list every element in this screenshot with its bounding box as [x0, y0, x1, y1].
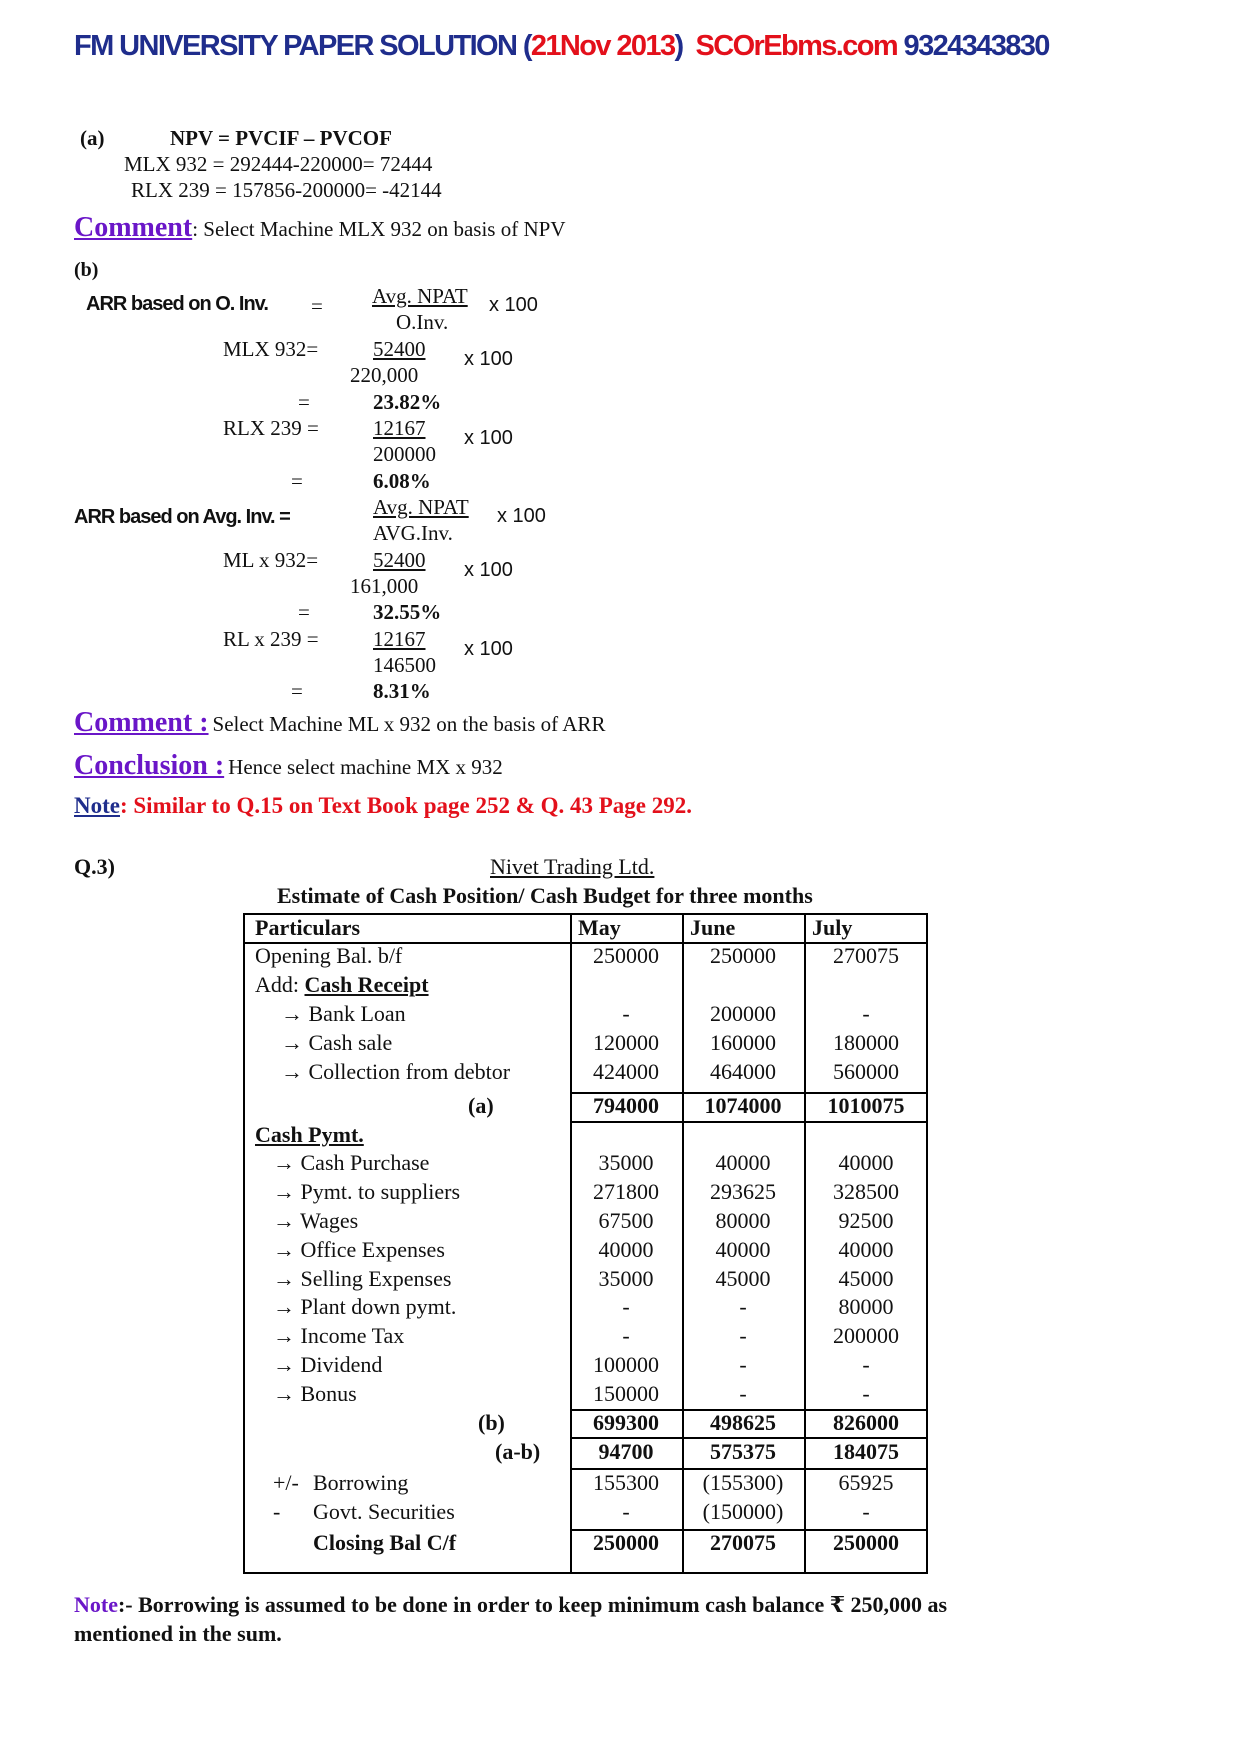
- x100-1: x 100: [489, 294, 538, 316]
- table-cell: 200000: [710, 1001, 776, 1026]
- table-cell: 80000: [838, 1294, 894, 1319]
- x100-3: x 100: [464, 427, 513, 449]
- row-label: [468, 1093, 494, 1119]
- rlx-eq: =: [291, 469, 303, 493]
- row-label-text: Opening Bal. b/f: [255, 943, 403, 968]
- table-cell: 200000: [833, 1323, 899, 1348]
- ml-result: 32.55%: [373, 600, 442, 624]
- row-label-text: → Plant down pymt.: [273, 1294, 457, 1319]
- row-label: [273, 1323, 404, 1349]
- arr-avg-denominator: AVG.Inv.: [373, 521, 453, 545]
- row-label: [478, 1410, 505, 1436]
- cash-budget-table: [243, 913, 928, 1574]
- x100-6: x 100: [464, 638, 513, 660]
- comment-text: : Select Machine MLX 932 on basis of NPV: [192, 217, 566, 241]
- column-header-may: May: [578, 915, 621, 940]
- x100-2: x 100: [464, 348, 513, 370]
- row-label: [313, 1530, 456, 1556]
- table-cell: 250000: [593, 943, 659, 968]
- table-cell: 35000: [598, 1150, 654, 1175]
- x100-4: x 100: [497, 505, 546, 527]
- conclusion-label: Conclusion :: [74, 750, 225, 781]
- row-label-text: (a): [468, 1093, 494, 1118]
- row-label-text: → Office Expenses: [273, 1237, 445, 1262]
- table-cell: 67500: [598, 1208, 654, 1233]
- header-date-close: ): [674, 30, 683, 62]
- table-cell: -: [622, 1001, 630, 1026]
- mlx-label: MLX 932=: [223, 337, 319, 361]
- table-cell: 40000: [838, 1150, 894, 1175]
- table-cell: 155300: [593, 1470, 659, 1495]
- ml-label: ML x 932=: [223, 548, 319, 572]
- row-label: [255, 943, 402, 969]
- arr-oinv-denominator: O.Inv.: [396, 310, 449, 334]
- borrowing-note-line2: mentioned in the sum.: [74, 1621, 282, 1646]
- table-cell: (150000): [702, 1499, 784, 1524]
- table-cell: 40000: [715, 1237, 771, 1262]
- table-cell: (155300): [702, 1470, 784, 1495]
- table-cell: -: [862, 1001, 870, 1026]
- rlx-result: 6.08%: [373, 469, 431, 493]
- table-cell: 293625: [710, 1179, 776, 1204]
- row-label-text: → Selling Expenses: [273, 1266, 452, 1291]
- q3-note-label: Note: [74, 1592, 118, 1617]
- x100-5: x 100: [464, 559, 513, 581]
- table-cell: 120000: [593, 1030, 659, 1055]
- table-cell: 250000: [710, 943, 776, 968]
- table-cell: -: [862, 1352, 870, 1377]
- budget-subtitle: Estimate of Cash Position/ Cash Budget for three months: [277, 883, 813, 908]
- row-label: [273, 1150, 429, 1176]
- table-cell: 270075: [710, 1530, 776, 1555]
- table-cell: 92500: [838, 1208, 894, 1233]
- rl-label: RL x 239 =: [223, 627, 319, 651]
- row-label: [273, 1294, 456, 1320]
- npv-mlx-line: MLX 932 = 292444-220000= 72444: [124, 152, 433, 176]
- arr-oinv-numerator: Avg. NPAT: [372, 284, 468, 308]
- row-label-text: → Income Tax: [273, 1323, 405, 1348]
- table-cell: 328500: [833, 1179, 899, 1204]
- table-cell: 160000: [710, 1030, 776, 1055]
- table-cell: 1010075: [827, 1093, 905, 1118]
- arr-avg-numerator: Avg. NPAT: [373, 495, 469, 519]
- table-cell: 65925: [838, 1470, 894, 1495]
- header-title: FM UNIVERSITY PAPER SOLUTION: [74, 30, 517, 62]
- column-header-particulars: Particulars: [255, 915, 361, 940]
- row-label-text: → Pymt. to suppliers: [273, 1179, 461, 1204]
- row-label-text: → Cash Purchase: [273, 1150, 430, 1175]
- row-label: [281, 1030, 392, 1056]
- table-cell: 560000: [833, 1059, 899, 1084]
- arr-comment: [74, 707, 605, 739]
- header-date-open: (: [522, 30, 531, 62]
- table-cell: -: [739, 1381, 747, 1406]
- row-label: [273, 1470, 408, 1496]
- table-cell: -: [739, 1294, 747, 1319]
- part-a-label: (a): [80, 126, 105, 150]
- row-label: [273, 1208, 358, 1234]
- header-site: SCOrEbms.com: [695, 30, 898, 62]
- row-label-text: → Dividend: [273, 1352, 383, 1377]
- table-cell: 250000: [593, 1530, 659, 1555]
- table-cell: 100000: [593, 1352, 659, 1377]
- table-cell: 40000: [715, 1150, 771, 1175]
- table-cell: -: [862, 1381, 870, 1406]
- arr-oinv-eq: =: [311, 294, 323, 318]
- conclusion-text: Hence select machine MX x 932: [228, 755, 503, 779]
- npv-formula: NPV = PVCIF – PVCOF: [170, 126, 392, 150]
- table-cell: -: [739, 1323, 747, 1348]
- note-label: Note: [74, 793, 120, 818]
- row-label-text: → Wages: [273, 1208, 359, 1233]
- table-cell: 424000: [593, 1059, 659, 1084]
- row-label: [281, 1059, 510, 1085]
- arr-oinv-label: ARR based on O. Inv.: [86, 293, 268, 315]
- mlx-denominator: 220,000: [350, 363, 419, 387]
- row-label: [273, 1179, 460, 1205]
- table-cell: 40000: [598, 1237, 654, 1262]
- rlx-label: RLX 239 =: [223, 416, 319, 440]
- q3-label: Q.3): [74, 854, 115, 879]
- row-label-text: → Cash sale: [281, 1030, 393, 1055]
- table-cell: 826000: [833, 1410, 899, 1435]
- row-label-text: Closing Bal C/f: [313, 1530, 457, 1555]
- table-cell: 40000: [838, 1237, 894, 1262]
- conclusion: [74, 750, 503, 782]
- comment-label: Comment: [74, 212, 193, 243]
- ml-denominator: 161,000: [350, 574, 419, 598]
- row-label-text: → Bank Loan: [281, 1001, 406, 1026]
- note-text: : Similar to Q.15 on Text Book page 252 & Q. 43 Page 292.: [119, 793, 693, 818]
- row-label-prefix: -: [273, 1499, 281, 1524]
- table-cell: 180000: [833, 1030, 899, 1055]
- mlx-eq: =: [298, 390, 310, 414]
- mlx-result: 23.82%: [373, 390, 442, 414]
- table-cell: -: [739, 1352, 747, 1377]
- table-cell: 45000: [838, 1266, 894, 1291]
- table-cell: 498625: [710, 1410, 776, 1435]
- company-name: Nivet Trading Ltd.: [490, 854, 655, 879]
- arr-avg-label: ARR based on Avg. Inv. =: [74, 506, 290, 528]
- row-label: [273, 1499, 455, 1525]
- table-cell: 464000: [710, 1059, 776, 1084]
- q3-note-text: :- Borrowing is assumed to be done in order to keep minimum cash balance ₹ 250,000 as: [117, 1592, 948, 1617]
- row-label-text: (a-b): [495, 1439, 541, 1464]
- table-cell: 270075: [833, 943, 899, 968]
- rl-denominator: 146500: [373, 653, 436, 677]
- rl-eq: =: [291, 679, 303, 703]
- table-cell: 80000: [715, 1208, 771, 1233]
- table-cell: 1074000: [704, 1093, 782, 1118]
- table-cell: 794000: [593, 1093, 659, 1118]
- row-label: [281, 1001, 406, 1027]
- row-label: [495, 1439, 540, 1465]
- row-label: [273, 1237, 445, 1263]
- row-label-text: Govt. Securities: [313, 1499, 455, 1524]
- borrowing-note: [74, 1592, 947, 1618]
- table-cell: -: [862, 1499, 870, 1524]
- reference-note: [74, 793, 692, 819]
- table-cell: 699300: [593, 1410, 659, 1435]
- row-label-text: Cash Receipt: [304, 972, 429, 997]
- table-cell: 575375: [710, 1439, 776, 1464]
- rlx-numerator: 12167: [373, 416, 426, 440]
- header-date: 21Nov 2013: [530, 30, 675, 62]
- row-label-text: Cash Pymt.: [255, 1122, 364, 1147]
- table-cell: 150000: [593, 1381, 659, 1406]
- row-label-prefix: +/-: [273, 1470, 299, 1495]
- table-cell: 35000: [598, 1266, 654, 1291]
- column-header-july: July: [812, 915, 853, 940]
- rlx-denominator: 200000: [373, 442, 436, 466]
- table-cell: -: [622, 1294, 630, 1319]
- mlx-numerator: 52400: [373, 337, 426, 361]
- row-label: [273, 1352, 382, 1378]
- table-cell: 271800: [593, 1179, 659, 1204]
- table-cell: -: [622, 1499, 630, 1524]
- ml-numerator: 52400: [373, 548, 426, 572]
- rl-numerator: 12167: [373, 627, 426, 651]
- row-label: [255, 972, 429, 998]
- rl-result: 8.31%: [373, 679, 431, 703]
- table-cell: 45000: [715, 1266, 771, 1291]
- row-label-text: → Collection from debtor: [281, 1059, 511, 1084]
- table-cell: 250000: [833, 1530, 899, 1555]
- table-cell: -: [622, 1323, 630, 1348]
- npv-rlx-line: RLX 239 = 157856-200000= -42144: [131, 178, 442, 202]
- table-cell: 184075: [833, 1439, 899, 1464]
- part-b-label: (b): [74, 259, 99, 281]
- arr-comment-text: Select Machine ML x 932 on the basis of ARR: [212, 712, 606, 736]
- row-label-prefix: Add:: [255, 972, 305, 997]
- page-header: [74, 30, 1049, 63]
- row-label-text: Borrowing: [313, 1470, 409, 1495]
- row-label-text: (b): [478, 1410, 505, 1435]
- row-label: [273, 1266, 451, 1292]
- header-phone: 9324343830: [903, 30, 1049, 62]
- ml-eq: =: [298, 600, 310, 624]
- npv-comment: [74, 212, 566, 244]
- column-header-june: June: [690, 915, 736, 940]
- row-label: [255, 1122, 364, 1148]
- row-label-text: → Bonus: [273, 1381, 357, 1406]
- arr-comment-label: Comment :: [74, 707, 209, 738]
- table-cell: 94700: [598, 1439, 654, 1464]
- row-label: [273, 1381, 357, 1407]
